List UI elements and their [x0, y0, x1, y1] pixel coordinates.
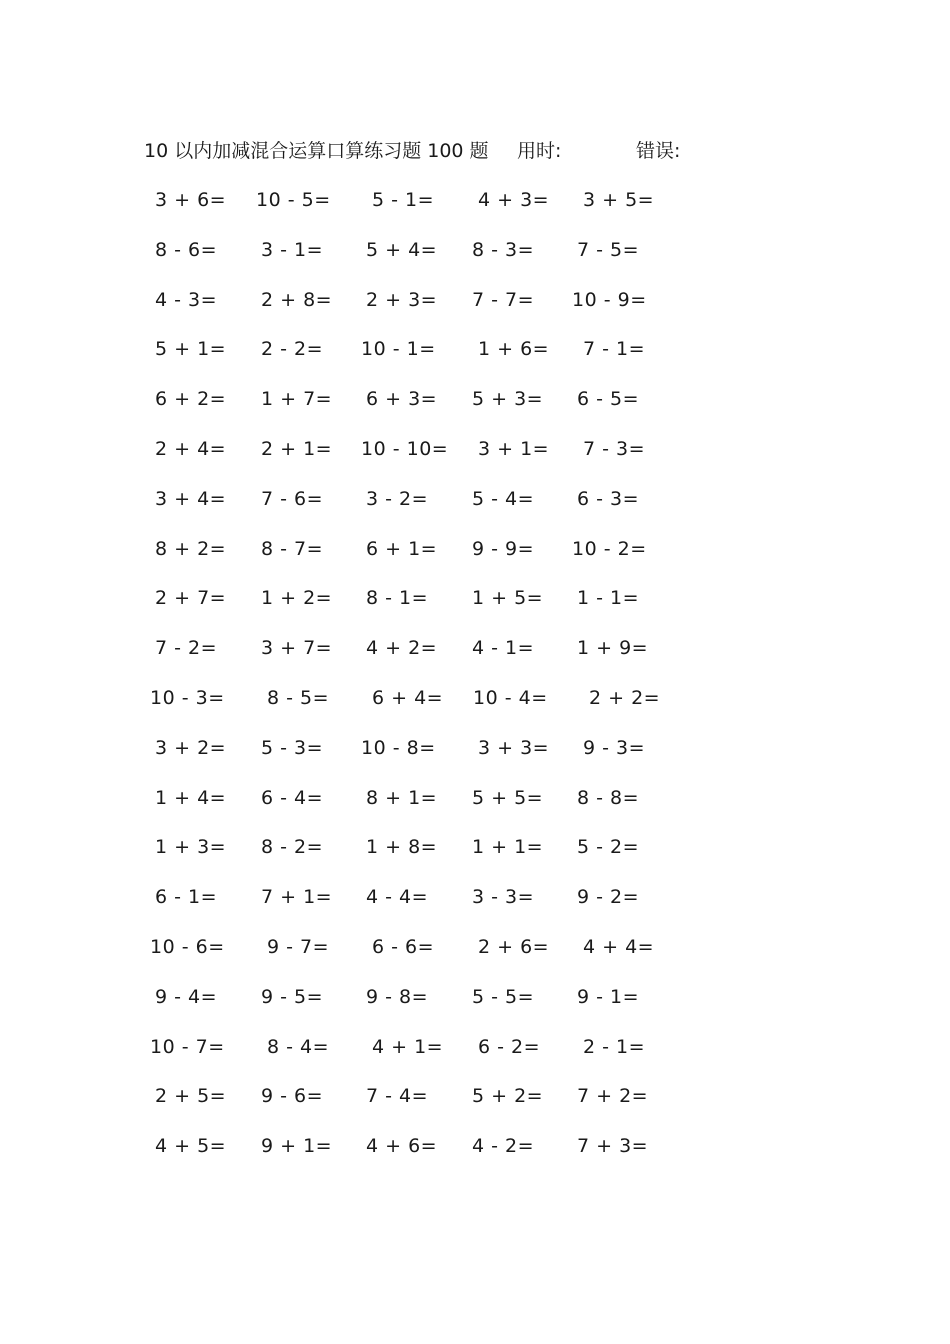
problem-cell: 10 - 2= — [572, 537, 647, 560]
problem-cell: 4 + 6= — [366, 1135, 438, 1158]
problem-cell: 6 + 3= — [366, 388, 438, 411]
problem-row — [0, 436, 950, 486]
problem-cell: 1 + 4= — [155, 786, 227, 809]
problem-cell: 1 + 9= — [577, 637, 649, 660]
problem-cell: 1 + 7= — [261, 388, 333, 411]
problem-cell: 2 + 7= — [155, 587, 227, 610]
problem-row — [0, 1034, 950, 1084]
problem-cell: 6 - 6= — [372, 935, 435, 958]
problem-row — [0, 685, 950, 735]
problem-cell: 3 - 1= — [261, 238, 324, 261]
problem-cell: 2 + 5= — [155, 1085, 227, 1108]
errors-label: 错误: — [636, 140, 681, 162]
problem-row — [0, 287, 950, 337]
problem-row — [0, 834, 950, 884]
problem-cell: 5 + 2= — [472, 1085, 544, 1108]
problem-cell: 7 - 3= — [583, 437, 646, 460]
problem-cell: 7 - 6= — [261, 487, 324, 510]
problem-cell: 10 - 1= — [361, 338, 436, 361]
problem-cell: 9 - 7= — [267, 935, 330, 958]
problem-cell: 1 + 2= — [261, 587, 333, 610]
problem-cell: 2 + 3= — [366, 288, 438, 311]
problem-row — [0, 884, 950, 934]
problem-cell: 10 - 3= — [150, 686, 225, 709]
problem-row — [0, 735, 950, 785]
problem-cell: 2 + 4= — [155, 437, 227, 460]
problem-cell: 1 - 1= — [577, 587, 640, 610]
problem-cell: 9 - 9= — [472, 537, 535, 560]
problem-row — [0, 785, 950, 835]
problem-cell: 4 + 2= — [366, 637, 438, 660]
problem-row — [0, 1083, 950, 1133]
problem-cell: 8 - 6= — [155, 238, 218, 261]
problem-row — [0, 237, 950, 287]
problem-cell: 6 + 4= — [372, 686, 444, 709]
problem-cell: 9 - 8= — [366, 985, 429, 1008]
problem-cell: 9 - 6= — [261, 1085, 324, 1108]
problem-cell: 8 + 1= — [366, 786, 438, 809]
problem-cell: 4 - 1= — [472, 637, 535, 660]
problem-cell: 2 + 2= — [589, 686, 661, 709]
problem-cell: 6 - 3= — [577, 487, 640, 510]
problem-row — [0, 336, 950, 386]
problem-cell: 9 - 1= — [577, 985, 640, 1008]
problem-cell: 8 - 3= — [472, 238, 535, 261]
problem-cell: 5 - 4= — [472, 487, 535, 510]
problem-cell: 3 + 6= — [155, 189, 227, 211]
problem-cell: 10 - 4= — [473, 686, 548, 709]
worksheet-title: 10 以内加减混合运算口算练习题 100 题 — [144, 140, 489, 162]
problem-cell: 5 - 2= — [577, 836, 640, 859]
problem-cell: 3 + 4= — [155, 487, 227, 510]
time-label: 用时: — [517, 140, 562, 162]
problem-cell: 3 + 3= — [478, 736, 550, 759]
problem-cell: 5 - 5= — [472, 985, 535, 1008]
problem-cell: 9 - 2= — [577, 886, 640, 909]
problem-cell: 5 + 3= — [472, 388, 544, 411]
problem-cell: 6 + 1= — [366, 537, 438, 560]
problem-row — [0, 536, 950, 586]
problem-cell: 4 - 2= — [472, 1135, 535, 1158]
problem-cell: 7 - 5= — [577, 238, 640, 261]
problem-cell: 8 - 4= — [267, 1035, 330, 1058]
problem-cell: 4 + 1= — [372, 1035, 444, 1058]
problem-cell: 10 - 10= — [361, 437, 449, 460]
problem-cell: 7 - 1= — [583, 338, 646, 361]
problem-cell: 5 - 1= — [372, 189, 435, 211]
problem-row — [0, 585, 950, 635]
problem-cell: 8 - 2= — [261, 836, 324, 859]
problem-cell: 8 - 5= — [267, 686, 330, 709]
problem-cell: 5 - 3= — [261, 736, 324, 759]
problem-cell: 1 + 8= — [366, 836, 438, 859]
problem-cell: 9 - 5= — [261, 985, 324, 1008]
problem-cell: 3 + 2= — [155, 736, 227, 759]
problem-cell: 1 + 6= — [478, 338, 550, 361]
problem-cell: 7 + 3= — [577, 1135, 649, 1158]
problem-cell: 2 - 1= — [583, 1035, 646, 1058]
problem-cell: 8 - 7= — [261, 537, 324, 560]
problem-cell: 8 - 8= — [577, 786, 640, 809]
problem-cell: 10 - 8= — [361, 736, 436, 759]
problem-cell: 7 - 2= — [155, 637, 218, 660]
problem-cell: 10 - 5= — [256, 189, 331, 211]
problem-cell: 4 - 4= — [366, 886, 429, 909]
problem-cell: 3 + 7= — [261, 637, 333, 660]
problem-cell: 7 + 2= — [577, 1085, 649, 1108]
problem-cell: 1 + 3= — [155, 836, 227, 859]
problem-cell: 6 - 4= — [261, 786, 324, 809]
problem-row — [0, 486, 950, 536]
problem-cell: 3 - 2= — [366, 487, 429, 510]
problem-cell: 2 + 1= — [261, 437, 333, 460]
problem-cell: 6 + 2= — [155, 388, 227, 411]
problem-cell: 4 + 5= — [155, 1135, 227, 1158]
problem-row — [0, 386, 950, 436]
problem-grid — [0, 187, 950, 1183]
problem-cell: 2 + 6= — [478, 935, 550, 958]
problem-cell: 9 + 1= — [261, 1135, 333, 1158]
problem-cell: 4 - 3= — [155, 288, 218, 311]
problem-row — [0, 187, 950, 237]
problem-cell: 1 + 5= — [472, 587, 544, 610]
problem-cell: 6 - 5= — [577, 388, 640, 411]
problem-cell: 7 + 1= — [261, 886, 333, 909]
problem-cell: 9 - 4= — [155, 985, 218, 1008]
problem-cell: 5 + 5= — [472, 786, 544, 809]
problem-cell: 9 - 3= — [583, 736, 646, 759]
problem-cell: 5 + 4= — [366, 238, 438, 261]
problem-cell: 6 - 1= — [155, 886, 218, 909]
problem-cell: 8 - 1= — [366, 587, 429, 610]
problem-cell: 10 - 7= — [150, 1035, 225, 1058]
problem-cell: 4 + 3= — [478, 189, 550, 211]
problem-row — [0, 984, 950, 1034]
problem-cell: 10 - 6= — [150, 935, 225, 958]
problem-cell: 1 + 1= — [472, 836, 544, 859]
problem-cell: 7 - 4= — [366, 1085, 429, 1108]
problem-cell: 2 - 2= — [261, 338, 324, 361]
problem-cell: 8 + 2= — [155, 537, 227, 560]
problem-cell: 3 + 5= — [583, 189, 655, 211]
problem-cell: 7 - 7= — [472, 288, 535, 311]
problem-cell: 5 + 1= — [155, 338, 227, 361]
problem-cell: 6 - 2= — [478, 1035, 541, 1058]
problem-cell: 3 + 1= — [478, 437, 550, 460]
problem-row — [0, 635, 950, 685]
problem-row — [0, 934, 950, 984]
problem-cell: 10 - 9= — [572, 288, 647, 311]
problem-cell: 2 + 8= — [261, 288, 333, 311]
problem-cell: 4 + 4= — [583, 935, 655, 958]
problem-cell: 3 - 3= — [472, 886, 535, 909]
problem-row — [0, 1133, 950, 1183]
